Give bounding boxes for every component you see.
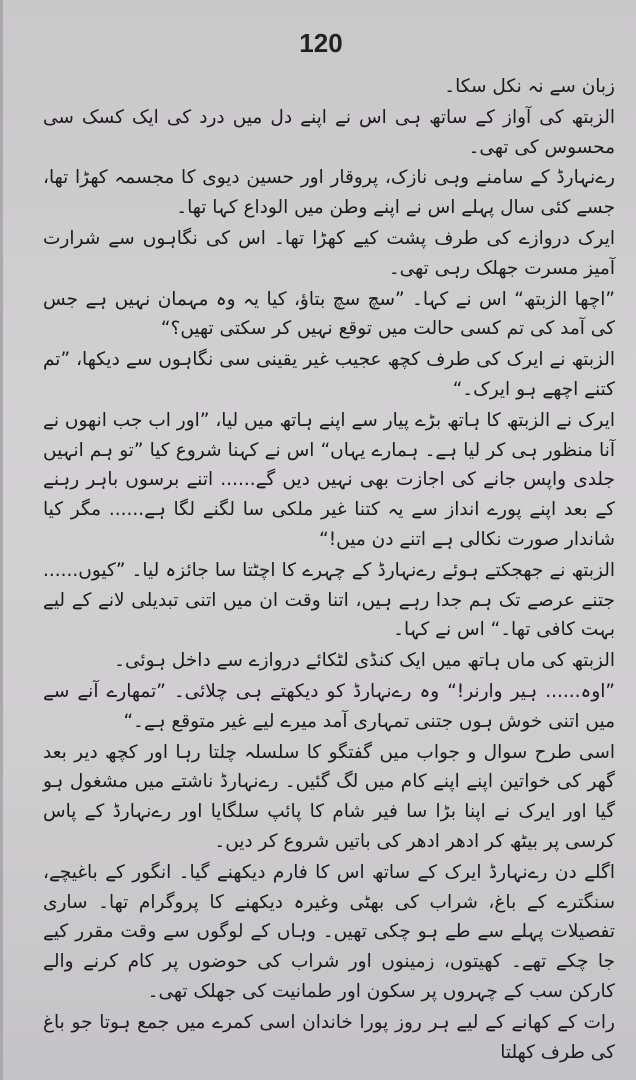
paragraph: رات کے کھانے کے لیے ہر روز پورا خاندان اسی کمرے میں جمع ہوتا جو باغ کی طرف کھلتا [43, 1011, 615, 1063]
paragraph: الزبتھ نے ایرک کی طرف کچھ عجیب غیر یقینی سی نگاہوں سے دیکھا، ”تم کتنے اچھے ہو ایرک۔“ [43, 349, 615, 400]
page-number: 120 [299, 28, 343, 58]
paragraph: ایرک نے الزبتھ کا ہاتھ بڑے پیار سے اپنے ہاتھ میں لیا، ”اور اب جب انھوں نے آنا منظور ہی کر لیا ہے۔ ہمارے یہاں“ اس نے کہنا شروع کیا ”تو ہم انہیں جلدی واپس جانے کی اجازت بھی نہیں دیں گے...... اتنے برسوں باہر رہنے کے بعد اپنے پورے انداز سے یہ کتنا غیر ملکی سا لگنے لگا ہے...... مگر کیا شاندار صورت نکالی ہے اتنے دن میں!“ [43, 409, 615, 550]
body-text [43, 72, 615, 1068]
paragraph: ایرک دروازے کی طرف پشت کیے کھڑا تھا۔ اس کی نگاہوں سے شرارت آمیز مسرت جھلک رہی تھی۔ [43, 227, 615, 279]
paragraph: اگلے دن رےنہارڈ ایرک کے ساتھ اس کا فارم دیکھنے گیا۔ انگور کے باغیچے، سنگترے کے باغ، شراب کی بھٹی وغیرہ دیکھنے کا پروگرام تھا۔ ساری تفصیلات پہلے سے طے ہو چکی تھیں۔ وہاں کے لوگوں سے وقت مقرر کیے جا چکے تھے۔ کھیتوں، زمینوں اور شراب کی حوضوں پر کام کرنے والے کارکن سب کے چہروں پر سکون اور طمانیت کی جھلک تھی۔ [43, 861, 615, 1002]
paragraph: الزبتھ نے جھجکتے ہوئے رےنہارڈ کے چہرے کا اچٹتا سا جائزہ لیا۔ ”کیوں...... جتنے عرصے تک ہم جدا رہے ہیں، اتنا وقت ان میں اتنی تبدیلی لانے کے لیے بہت کافی تھا۔“ اس نے کہا۔ [43, 559, 615, 641]
paragraph: زبان سے نہ نکل سکا۔ [444, 76, 615, 97]
paragraph: اسی طرح سوال و جواب میں گفتگو کا سلسلہ چلتا رہا اور کچھ دیر بعد گھر کی خواتین اپنے اپنے کام میں لگ گئیں۔ رےنہارڈ ناشتے میں مشغول ہو گیا اور ایرک نے اپنا بڑا سا فیر شام کا پائپ سلگایا اور رےنہارڈ کے پاس کرسی پر بیٹھ کر ادھر ادھر کی باتیں شروع کر دیں۔ [43, 741, 615, 852]
paragraph: رےنہارڈ کے سامنے وہی نازک، پروقار اور حسین دیوی کا مجسمہ کھڑا تھا، جسے کئی سال پہلے اس نے اپنے وطن میں الوداع کہا تھا۔ [43, 167, 615, 219]
paragraph: الزبتھ کی آواز کے ساتھ ہی اس نے اپنے دل میں درد کی ایک کسک سی محسوس کی تھی۔ [43, 106, 615, 158]
paragraph: ”اچھا الزبتھ“ اس نے کہا۔ ”سچ سچ بتاؤ، کیا یہ وہ مہمان نہیں ہے جس کی آمد کی تم کسی حالت میں توقع نہیں کر سکتی تھیں؟“ [43, 288, 615, 340]
paragraph: ”اوہ...... ہیر وارنر!“ وہ رےنہارڈ کو دیکھتے ہی چلائی۔ ”تمھارے آنے سے میں اتنی خوش ہوں جتنی تمہاری آمد میرے لیے غیر متوقع ہے۔“ [43, 680, 615, 732]
paragraph: الزبتھ کی ماں ہاتھ میں ایک کنڈی لٹکائے دروازے سے داخل ہوئی۔ [114, 650, 615, 672]
